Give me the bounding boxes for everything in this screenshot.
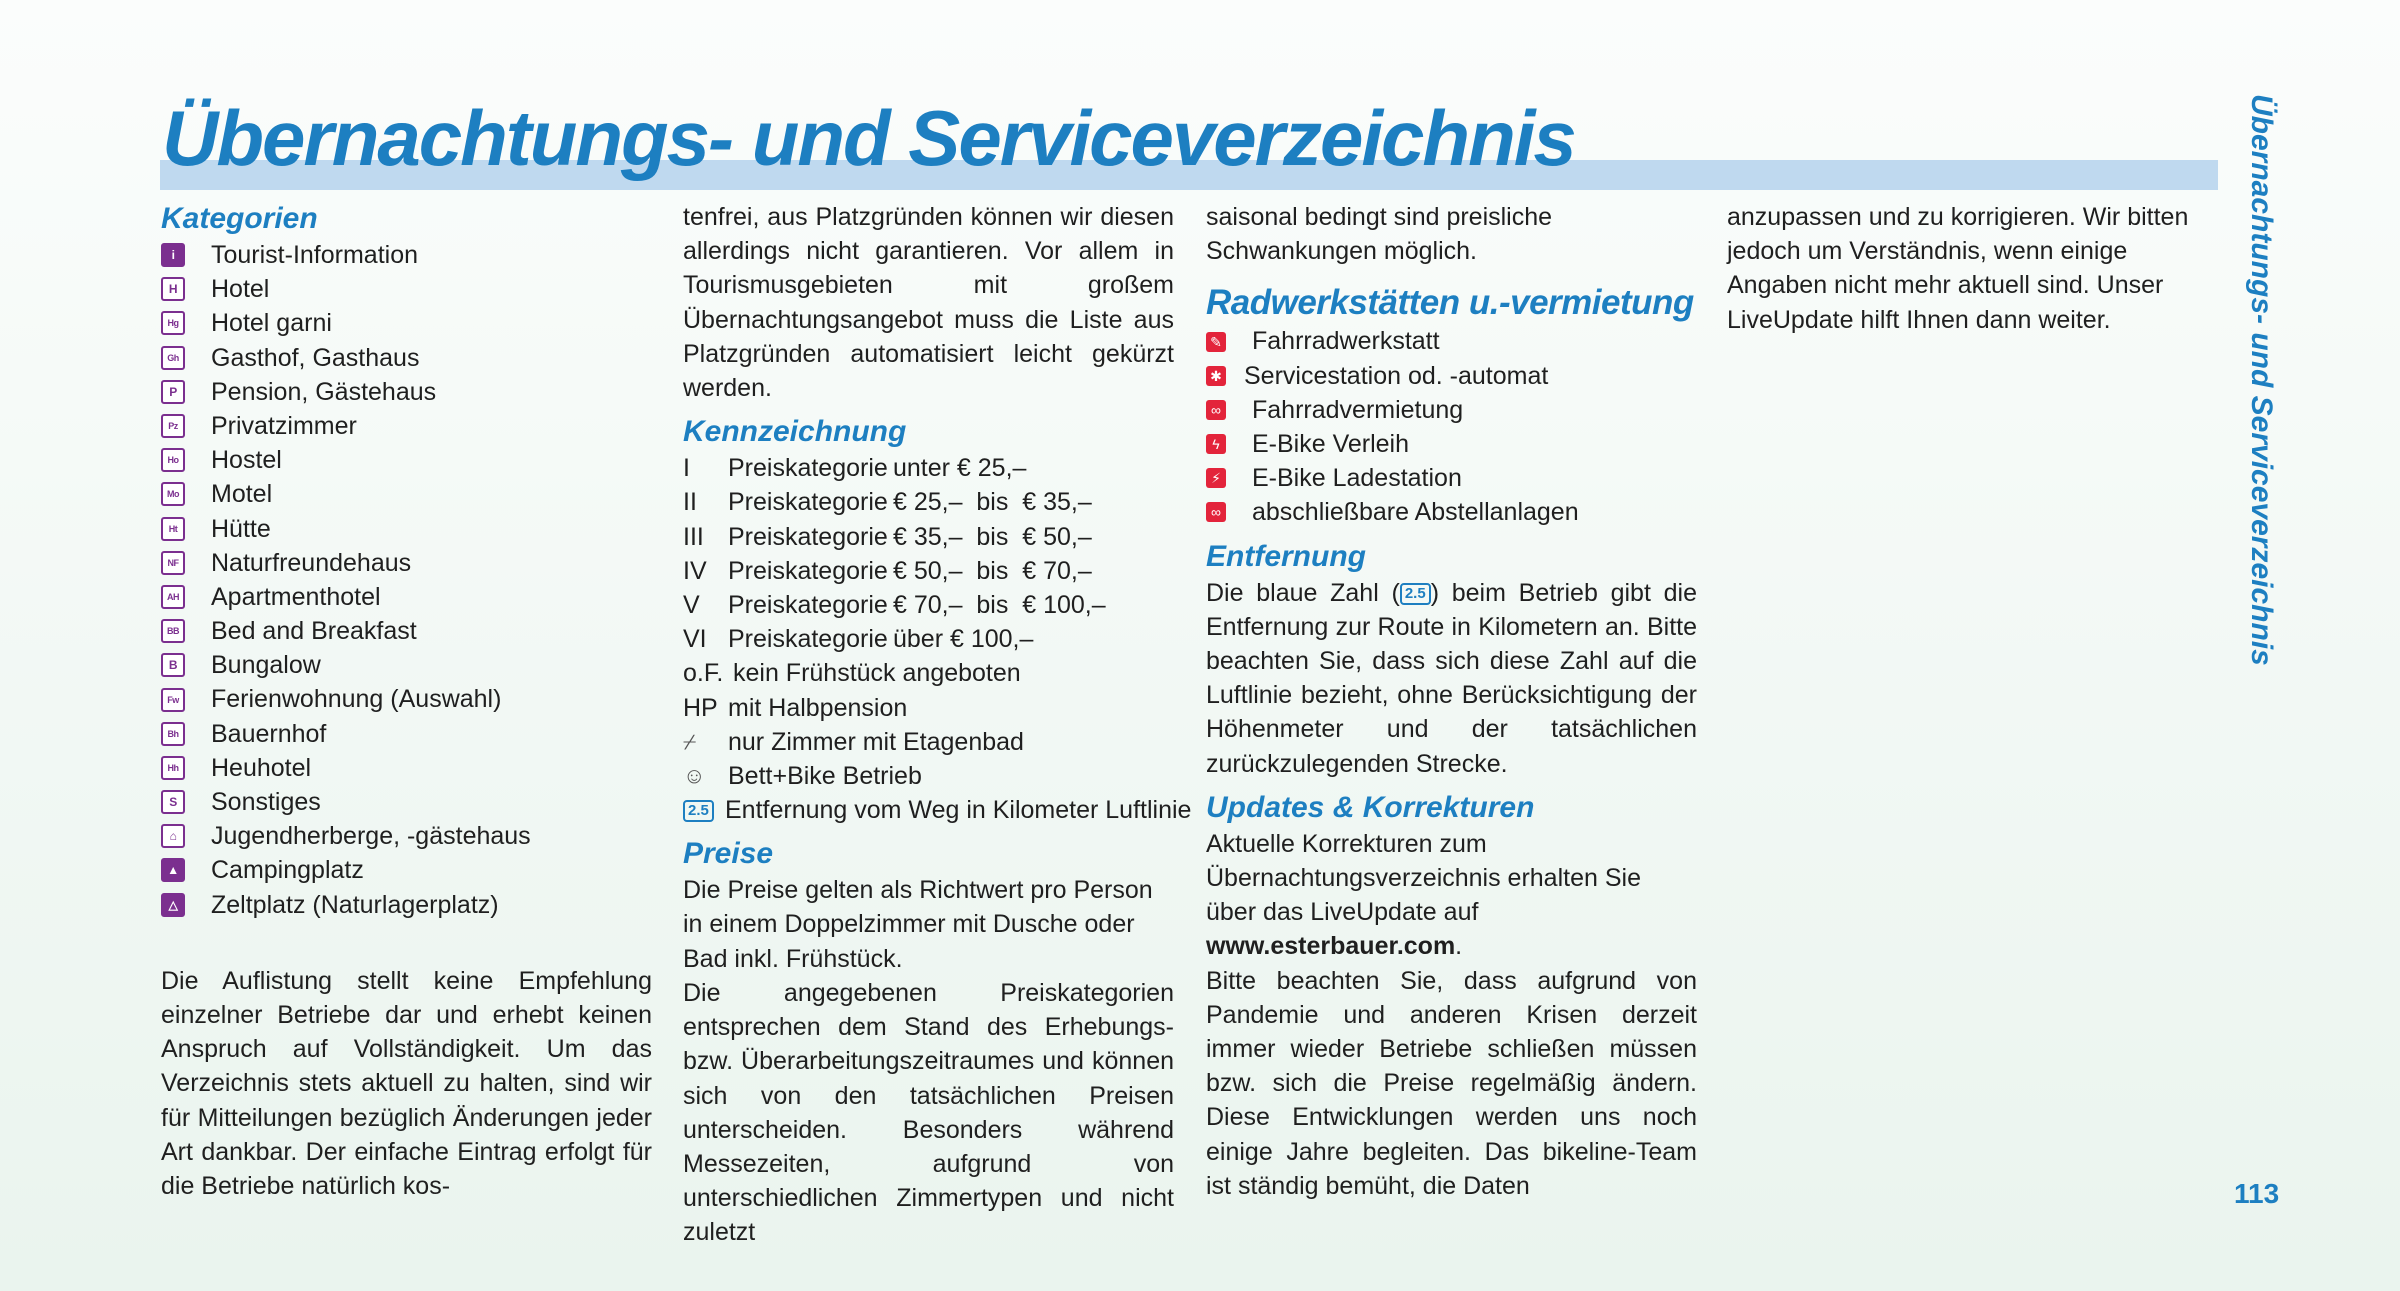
preise-paragraph-3: saisonal bedingt sind preisliche Schwankungen möglich.: [1206, 203, 1553, 266]
esterbauer-link[interactable]: www.esterbauer.com: [1206, 932, 1456, 961]
gasthof-icon: Gh: [161, 346, 185, 370]
updates-heading: Updates & Korrekturen: [1206, 790, 1535, 824]
radwerkstaetten-heading: Radwerkstätten u.-vermietung: [1206, 283, 1694, 323]
price-category-label: Preiskategorie: [728, 625, 888, 654]
column-4: [1727, 200, 2218, 337]
radwerkstatt-label: E-Bike Verleih: [1252, 429, 1410, 458]
kategorie-label: Hütte: [211, 514, 271, 543]
price-category-range: unter € 25,–: [893, 454, 1027, 483]
apartmenthotel-icon: AH: [161, 585, 185, 609]
updates-text-after: .: [1455, 932, 1463, 961]
etagenbad-icon: ⌿: [683, 728, 697, 754]
price-category-list: [683, 451, 1174, 656]
price-category-mark: VI: [683, 625, 707, 654]
marking-extras-list: [683, 656, 1192, 827]
entfernung-paragraph: [1206, 576, 1697, 781]
huette-icon: Ht: [161, 517, 185, 541]
kategorie-label: Bauernhof: [211, 719, 327, 748]
marking-symbol: [683, 793, 725, 827]
bauernhof-icon: Bh: [161, 722, 185, 746]
kategorie-item: [161, 272, 652, 306]
kategorie-label: Campingplatz: [211, 856, 364, 885]
distance-badge-icon: 2.5: [1400, 583, 1431, 605]
price-category-range: über € 100,–: [893, 625, 1034, 654]
kategorie-item: [161, 238, 652, 272]
price-category-row: [683, 588, 1174, 622]
column-2: [683, 200, 1192, 1250]
price-category-range: € 25,– bis € 35,–: [893, 488, 1092, 517]
page-title: Übernachtungs- und Serviceverzeichnis: [162, 94, 1575, 182]
kategorie-item: [161, 785, 652, 819]
kategorie-item: [161, 819, 652, 853]
price-category-row: [683, 520, 1174, 554]
price-category-range: € 50,– bis € 70,–: [893, 556, 1092, 585]
ebike-verleih-icon: ϟ: [1206, 434, 1226, 454]
naturfreundehaus-icon: NF: [161, 551, 185, 575]
bungalow-icon: B: [161, 653, 185, 677]
kategorie-label: Motel: [211, 480, 273, 509]
kategorie-label: Tourist-Information: [211, 241, 419, 269]
campingplatz-icon: ▲: [161, 858, 185, 882]
privatzimmer-icon: Pz: [161, 414, 185, 438]
page-number: 113: [2234, 1178, 2280, 1209]
kategorie-item: [161, 306, 652, 340]
marking-text: kein Frühstück angeboten: [733, 659, 1021, 688]
marking-symbol: o.F.: [683, 659, 724, 688]
heuhotel-icon: Hh: [161, 756, 185, 780]
kategorie-label: Pension, Gästehaus: [211, 377, 437, 406]
kategorie-item: [161, 443, 652, 477]
radwerkstatt-label: Servicestation od. -automat: [1244, 361, 1549, 390]
radwerkstatt-label: Fahrradvermietung: [1252, 395, 1464, 424]
fahrradwerkstatt-icon: ✎: [1206, 332, 1226, 352]
price-category-label: Preiskategorie: [728, 556, 888, 585]
hostel-icon: Ho: [161, 448, 185, 472]
kategorie-label: Bungalow: [211, 651, 321, 680]
kategorie-label: Gasthof, Gasthaus: [211, 343, 420, 372]
kategorie-item: [161, 751, 652, 785]
entfernung-text-before: Die blaue Zahl (: [1206, 578, 1400, 607]
ebike-ladestation-icon: ⚡: [1206, 468, 1226, 488]
jugendherberge-icon: ⌂: [161, 824, 185, 848]
price-category-label: Preiskategorie: [728, 454, 888, 483]
kategorie-label: Ferienwohnung (Auswahl): [211, 685, 502, 714]
hotel-garni-icon: Hg: [161, 311, 185, 335]
kategorie-item: [161, 580, 652, 614]
kategorie-label: Sonstiges: [211, 788, 321, 816]
side-running-title: Übernachtungs- und Serviceverzeichnis: [2245, 94, 2278, 666]
column-3: [1206, 200, 1697, 1203]
sonstiges-icon: S: [161, 790, 185, 814]
preise-heading: Preise: [683, 837, 774, 871]
kategorien-list: [161, 238, 652, 922]
price-category-label: Preiskategorie: [728, 488, 888, 517]
updates-paragraph-3: anzupassen und zu korrigieren. Wir bitten jedoch um Verständnis, wenn einige Angaben nicht mehr aktuell sind. Unser LiveUpdate hilft Ihnen dann weiter.: [1727, 203, 2189, 334]
kategorie-label: Naturfreundehaus: [211, 548, 412, 577]
servicestation-icon: ✱: [1206, 366, 1226, 386]
kategorie-label: Hotel garni: [211, 309, 332, 338]
disclaimer-paragraph-2: tenfrei, aus Platzgründen können wir diesen allerdings nicht garantieren. Vor allem in Tourismusgebieten mit großem Übernachtungsangebot muss die Liste aus Platzgründen automatisiert leicht gekürzt werden.: [683, 203, 1174, 403]
marking-row: [683, 656, 1174, 690]
marking-text: Entfernung vom Weg in Kilometer Luftlinie: [725, 796, 1192, 825]
kategorie-item: [161, 614, 652, 648]
radwerkstaetten-list: [1206, 324, 1697, 529]
kategorie-label: Hostel: [211, 446, 282, 475]
entfernung-text-after: ) beim Betrieb gibt die Entfernung zur Route in Kilometern an. Bitte beachten Sie, dass sich diese Zahl auf die Luftlinie bezieht, ohne Berücksichtigung der Höhenmeter und der tatsächlichen zurückzulegenden Strecke.: [1206, 578, 1697, 778]
price-category-label: Preiskategorie: [728, 590, 888, 619]
ferienwohnung-icon: Fw: [161, 688, 185, 712]
preise-paragraph-2: Die angegebenen Preiskategorien entsprechen dem Stand des Erhebungs- bzw. Überarbeitungszeitraumes und können sich von den tatsächlichen Preisen unterscheiden. Besonders während Messezeiten, aufgrund von unterschiedlichen Zimmertypen und nicht zuletzt: [683, 978, 1174, 1247]
marking-row: [683, 691, 1174, 725]
kategorie-label: Jugendherberge, -gästehaus: [211, 822, 531, 851]
marking-row: [683, 725, 1174, 759]
radwerkstatt-item: [1206, 324, 1697, 358]
kategorie-item: [161, 888, 652, 922]
marking-symbol: HP: [683, 693, 718, 722]
price-category-row: [683, 554, 1174, 588]
kategorie-label: Apartmenthotel: [211, 582, 381, 611]
price-category-row: [683, 485, 1174, 519]
radwerkstatt-label: abschließbare Abstellanlagen: [1252, 498, 1579, 527]
price-category-range: € 35,– bis € 50,–: [893, 522, 1092, 551]
distance-badge-icon: 2.5: [683, 800, 714, 822]
bett-bike-icon: ☺: [683, 762, 706, 788]
column-1: [161, 200, 652, 1203]
radwerkstatt-item: [1206, 495, 1697, 529]
motel-icon: Mo: [161, 482, 185, 506]
kategorie-item: [161, 648, 652, 682]
radwerkstatt-label: E-Bike Ladestation: [1252, 464, 1462, 493]
kategorien-heading: Kategorien: [161, 202, 318, 235]
price-category-label: Preiskategorie: [728, 522, 888, 551]
kategorie-item: [161, 375, 652, 409]
kategorie-item: [161, 853, 652, 887]
updates-paragraph-1: [1206, 827, 1697, 964]
kategorie-label: Privatzimmer: [211, 411, 357, 440]
price-category-range: € 70,– bis € 100,–: [893, 590, 1106, 619]
title-area: [160, 88, 2218, 196]
updates-text-before: Aktuelle Korrekturen zum Übernachtungsverzeichnis erhalten Sie über das LiveUpdate auf: [1206, 829, 1641, 927]
abstellanlagen-icon: ∞: [1206, 502, 1226, 522]
marking-row: [683, 759, 1174, 793]
kategorie-item: [161, 341, 652, 375]
price-category-mark: II: [683, 488, 697, 517]
radwerkstatt-item: [1206, 393, 1697, 427]
marking-text: nur Zimmer mit Etagenbad: [728, 727, 1024, 756]
price-category-row: [683, 451, 1174, 485]
zeltplatz-icon: △: [161, 893, 185, 917]
hotel-icon: H: [161, 277, 185, 301]
kategorie-item: [161, 409, 652, 443]
kategorie-label: Hotel: [211, 275, 270, 304]
bed-and-breakfast-icon: BB: [161, 619, 185, 643]
preise-paragraph-1: Die Preise gelten als Richtwert pro Person in einem Doppelzimmer mit Dusche oder Bad inkl. Frühstück.: [683, 876, 1153, 973]
radwerkstatt-label: Fahrradwerkstatt: [1252, 327, 1440, 356]
price-category-row: [683, 622, 1174, 656]
radwerkstatt-item: [1206, 427, 1697, 461]
kategorie-item: [161, 717, 652, 751]
kategorie-label: Zeltplatz (Naturlagerplatz): [211, 890, 499, 919]
kategorie-item: [161, 682, 652, 716]
marking-text: mit Halbpension: [728, 693, 908, 722]
entfernung-heading: Entfernung: [1206, 539, 1366, 573]
marking-text: Bett+Bike Betrieb: [728, 761, 922, 790]
fahrradvermietung-icon: ∞: [1206, 400, 1226, 420]
kategorie-item: [161, 546, 652, 580]
kategorie-label: Bed and Breakfast: [211, 617, 417, 646]
kennzeichnung-heading: Kennzeichnung: [683, 415, 907, 449]
radwerkstatt-item: [1206, 461, 1697, 495]
updates-paragraph-2: Bitte beachten Sie, dass aufgrund von Pandemie und anderen Krisen derzeit immer wieder Betriebe schließen müssen bzw. sich die Preise regelmäßig ändern. Diese Entwicklungen werden uns noch einige Jahre begleiten. Das bikeline-Team ist ständig bemüht, die Daten: [1206, 966, 1697, 1200]
price-category-mark: IV: [683, 556, 707, 585]
price-category-mark: III: [683, 522, 704, 551]
pension-icon: P: [161, 380, 185, 404]
marking-row: [683, 793, 1192, 827]
tourist-information-icon: i: [161, 243, 185, 267]
price-category-mark: I: [683, 454, 690, 483]
kategorie-item: [161, 477, 652, 511]
kategorie-label: Heuhotel: [211, 753, 312, 782]
radwerkstatt-item: [1206, 359, 1697, 393]
kategorie-item: [161, 512, 652, 546]
price-category-mark: V: [683, 590, 700, 619]
disclaimer-paragraph-1: Die Auflistung stellt keine Empfehlung einzelner Betriebe dar und erhebt keinen Anspruch auf Vollständigkeit. Um das Verzeichnis stets aktuell zu halten, sind wir für Mitteilungen bezüglich Änderungen jeder Art dankbar. Der einfache Eintrag erfolgt für die Betriebe natürlich kos-: [161, 966, 652, 1200]
